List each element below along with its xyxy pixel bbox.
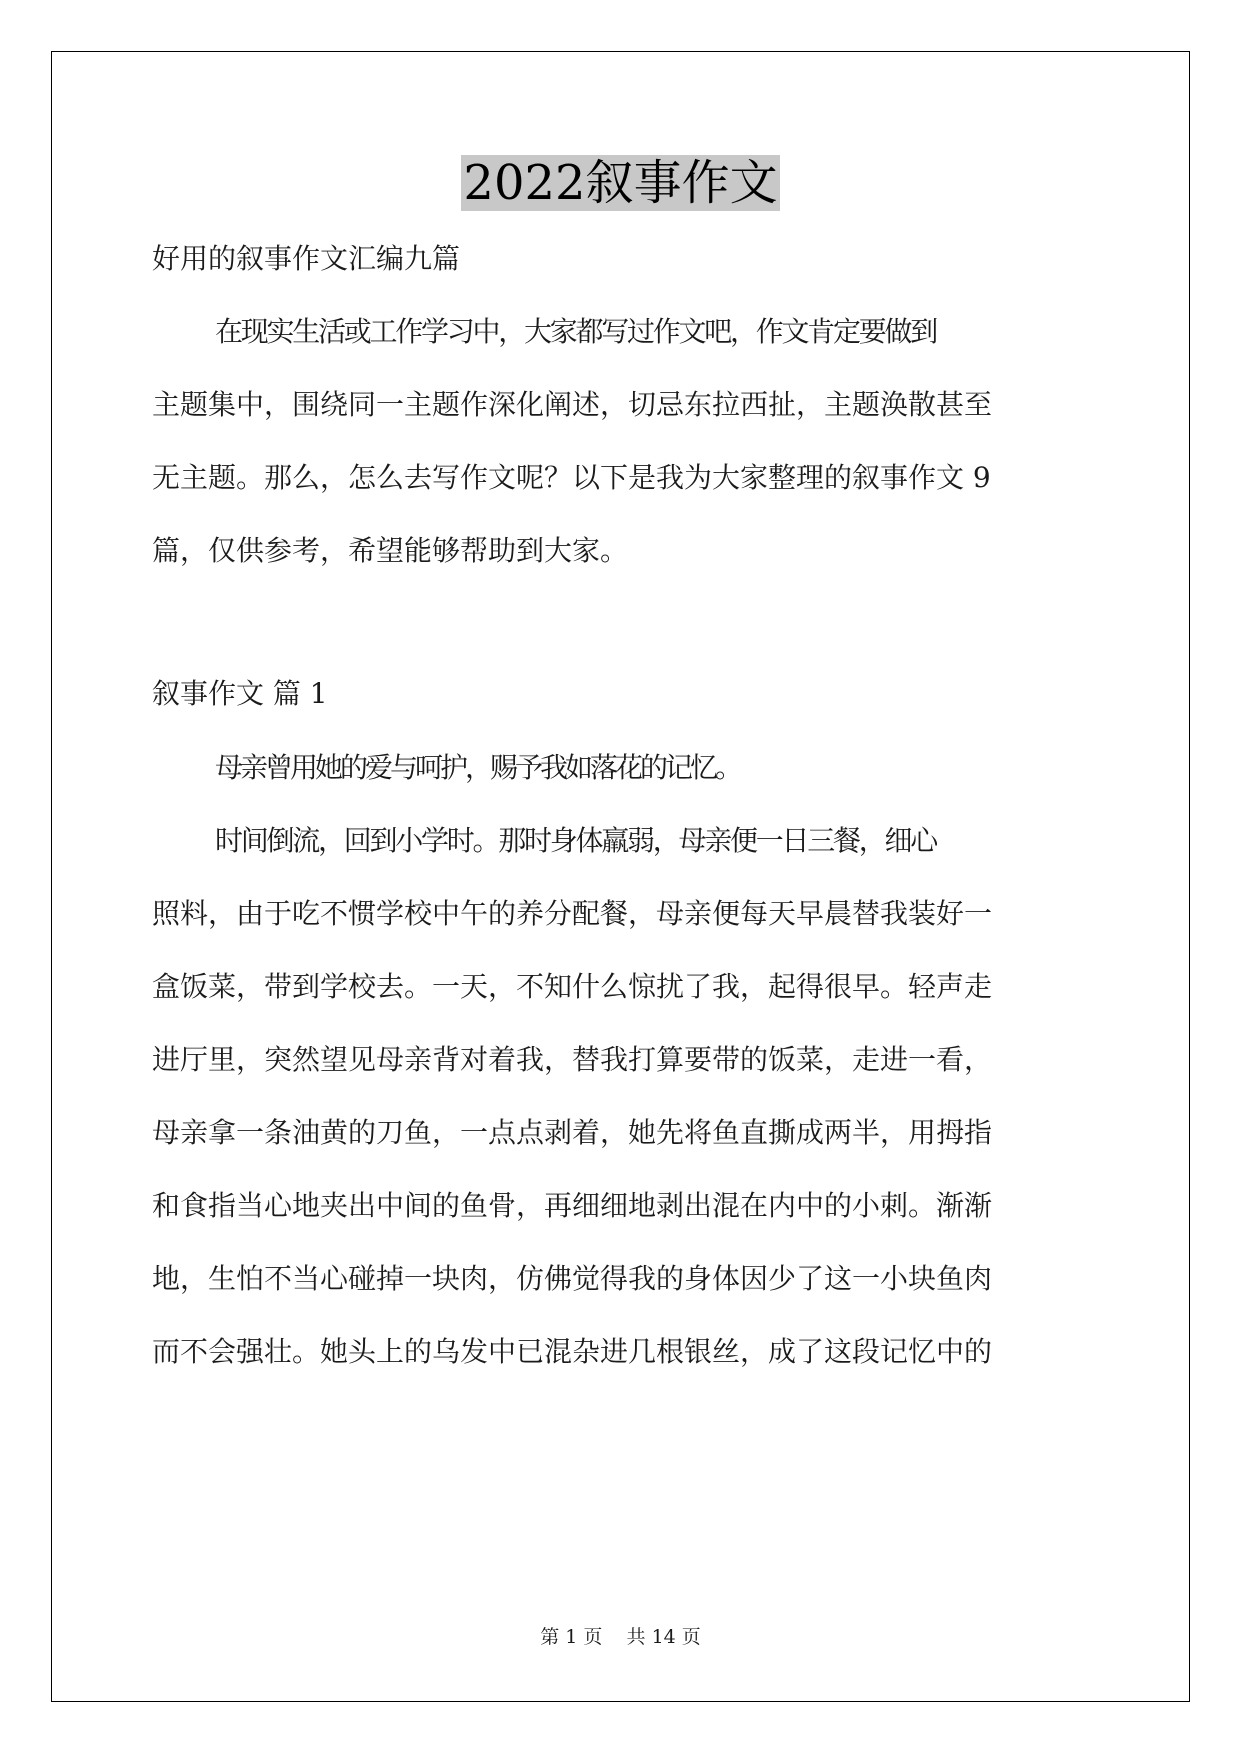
section-heading: 叙事作文 篇 1: [152, 677, 328, 710]
paragraph-line: 盒饭菜，带到学校去。一天，不知什么惊扰了我，起得很早。轻声走: [152, 970, 993, 1003]
document-title-text: 2022叙事作文: [463, 155, 778, 211]
paragraph-line: 进厅里，突然望见母亲背对着我，替我打算要带的饭菜，走进一看，: [152, 1043, 993, 1076]
paragraph-line: 母亲拿一条油黄的刀鱼，一点点剥着，她先将鱼直撕成两半，用拇指: [152, 1116, 993, 1149]
intro-line: 无主题。那么，怎么去写作文呢？以下是我为大家整理的叙事作文 9: [152, 461, 991, 494]
page-footer: 第 1 页 共 14 页: [540, 1626, 701, 1648]
document-title: [0, 153, 1241, 213]
paragraph-line: 而不会强壮。她头上的乌发中已混杂进几根银丝，成了这段记忆中的: [152, 1335, 993, 1368]
paragraph-line: 时间倒流，回到小学时。那时身体羸弱，母亲便一日三餐，细心: [215, 824, 937, 857]
paragraph-line: 地，生怕不当心碰掉一块肉，仿佛觉得我的身体因少了这一小块鱼肉: [152, 1262, 993, 1295]
paragraph-line: 母亲曾用她的爱与呵护，赐予我如落花的记忆。: [215, 751, 741, 784]
paragraph-line: 照料，由于吃不惯学校中午的养分配餐，母亲便每天早晨替我装好一: [152, 897, 993, 930]
document-subtitle: 好用的叙事作文汇编九篇: [152, 242, 461, 275]
intro-line: 篇，仅供参考，希望能够帮助到大家。: [152, 534, 629, 567]
page-border: [51, 51, 1190, 1702]
intro-line: 主题集中，围绕同一主题作深化阐述，切忌东拉西扯，主题涣散甚至: [152, 388, 993, 421]
paragraph-line: 和食指当心地夹出中间的鱼骨，再细细地剥出混在内中的小刺。渐渐: [152, 1189, 993, 1222]
intro-line: 在现实生活或工作学习中，大家都写过作文吧，作文肯定要做到: [215, 315, 937, 348]
